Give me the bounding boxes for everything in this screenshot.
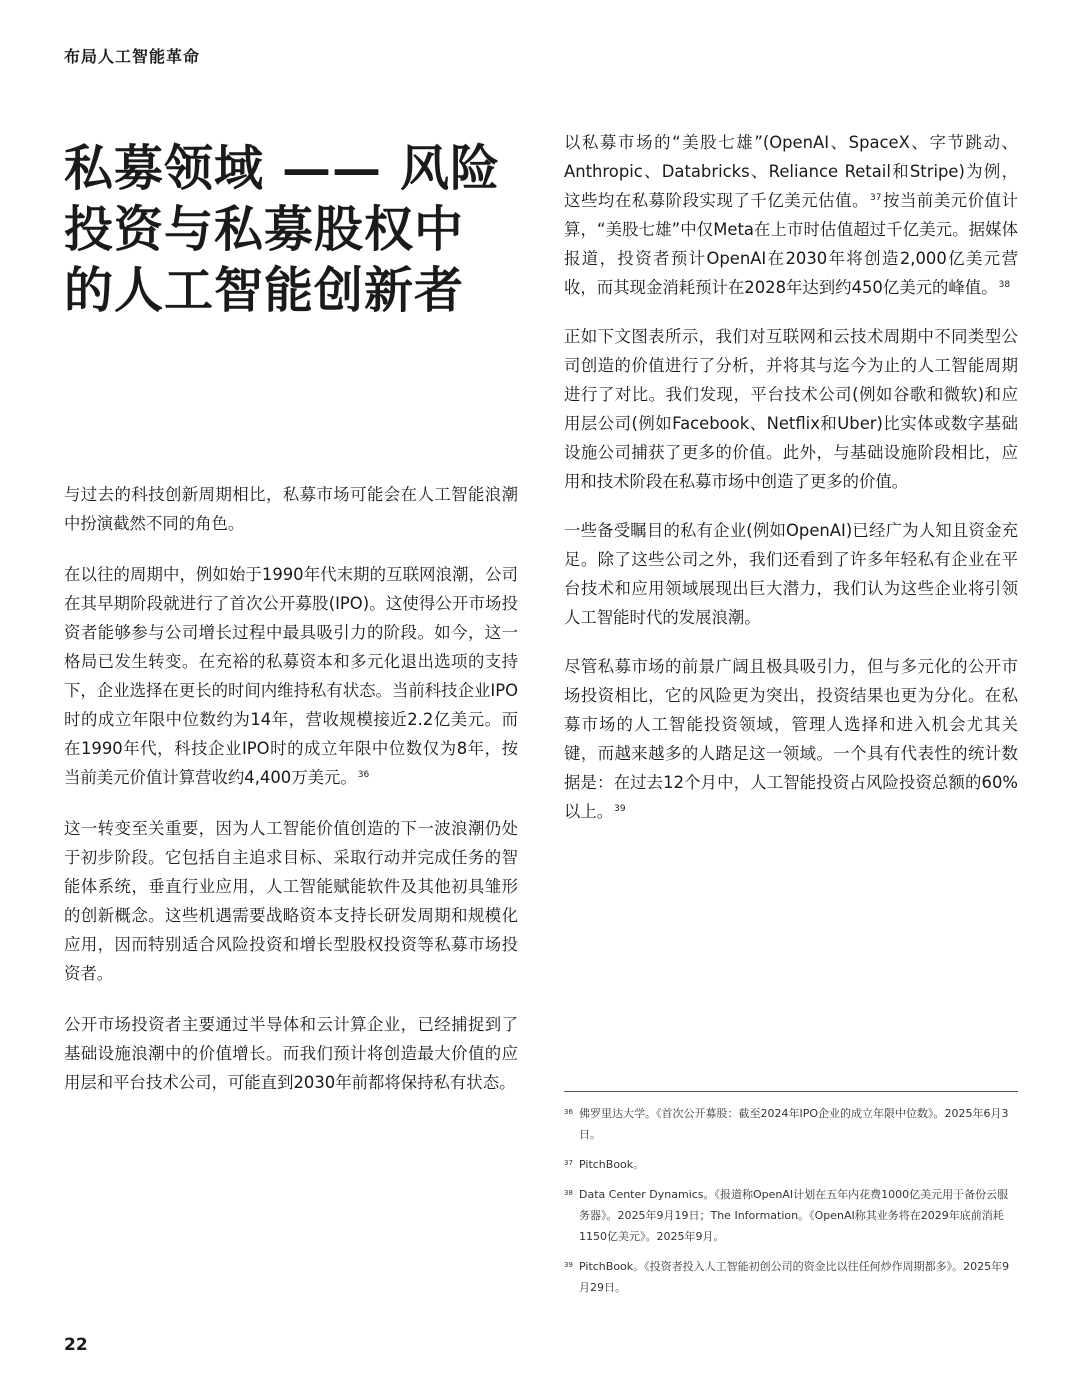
paragraph-text: 尽管私募市场的前景广阔且极具吸引力，但与多元化的公开市场投资相比，它的风险更为突出，投资结果也更为分化。在私募市场的人工智能投资领域，管理人选择和进入机会尤其关键，而越来越多的人踏足这一领域。一个具有代表性的统计数据是：在过去12个月中，人工智能投资占风险投资总额的60%以上。 (564, 657, 1018, 821)
paragraph-text: 按当前美元价值计算，“美股七雄”中仅Meta在上市时估值超过千亿美元。据媒体报道，投资者预计OpenAI在2030年将创造2,000亿美元营收，而其现金消耗预计在2028年达到约450亿美元的峰值。 (564, 191, 1019, 297)
footnote-text: Data Center Dynamics。《报道称OpenAI计划在五年内花费1000亿美元用于备份云服务器》。2025年9月19日；The Information。《OpenAI称其业务将在2029年底前消耗1150亿美元》。2025年9月。 (579, 1188, 1009, 1243)
footnote (564, 1184, 1018, 1247)
paragraph: 正如下文图表所示，我们对互联网和云技术周期中不同类型公司创造的价值进行了分析，并将其与迄今为止的人工智能周期进行了对比。我们发现，平台技术公司(例如谷歌和微软)和应用层公司(例如Facebook、Netflix和Uber)比实体或数字基础设施公司捕获了更多的价值。此外，与基础设施阶段相比，应用和技术阶段在私募市场中创造了更多的价值。 (564, 327, 1018, 491)
right-column (564, 128, 1018, 826)
paragraph-text: 以私募市场的“美股七雄”(OpenAI、SpaceX、字节跳动、Anthropic、Databricks、Reliance Retail和Stripe)为例，这些均在私募阶段实现了千亿美元估值。 (564, 133, 1018, 210)
footnote (564, 1256, 1018, 1298)
page-number: 22 (64, 1335, 88, 1355)
footnote-number: 37 (564, 1159, 573, 1167)
paragraph: 与过去的科技创新周期相比，私募市场可能会在人工智能浪潮中扮演截然不同的角色。 (64, 485, 518, 533)
paragraph (564, 652, 1018, 826)
footnote-number: 38 (564, 1189, 573, 1197)
footnote-number: 39 (564, 1261, 573, 1269)
footnote (564, 1154, 1018, 1175)
footnote-number: 36 (564, 1108, 573, 1116)
footnote (564, 1103, 1018, 1145)
paragraph: 公开市场投资者主要通过半导体和云计算企业，已经捕捉到了基础设施浪潮中的价值增长。而我们预计将创造最大价值的应用层和平台技术公司，可能直到2030年前都将保持私有状态。 (64, 1015, 518, 1092)
title-line: 的人工智能创新者 (64, 261, 465, 319)
page-title (64, 138, 534, 321)
footnote-text: PitchBook。 (579, 1158, 645, 1171)
paragraph: 一些备受瞩目的私有企业(例如OpenAI)已经广为人知且资金充足。除了这些公司之外，我们还看到了许多年轻私有企业在平台技术和应用领域展现出巨大潜力，我们认为这些企业将引领人工智能时代的发展浪潮。 (564, 521, 1018, 627)
footnote-ref[interactable]: 37 (870, 192, 882, 203)
footnote-text: 佛罗里达大学。《首次公开募股：截至2024年IPO企业的成立年限中位数》。2025年6月3日。 (579, 1107, 1009, 1141)
running-header: 布局人工智能革命 (64, 47, 201, 66)
footnote-ref[interactable]: 39 (614, 803, 626, 814)
paragraph-text: 在以往的周期中，例如始于1990年代末期的互联网浪潮，公司在其早期阶段就进行了首次公开募股(IPO)。这使得公开市场投资者能够参与公司增长过程中最具吸引力的阶段。如今，这一格局已发生转变。在充裕的私募资本和多元化退出选项的支持下，企业选择在更长的时间内维持私有状态。当前科技企业IPO时的成立年限中位数约为14年，营收规模接近2.2亿美元。而在1990年代，科技企业IPO时的成立年限中位数仅为8年，按当前美元价值计算营收约4,400万美元。 (64, 565, 518, 787)
footnote-ref[interactable]: 36 (357, 769, 370, 780)
paragraph: 这一转变至关重要，因为人工智能价值创造的下一波浪潮仍处于初步阶段。它包括自主追求目标、采取行动并完成任务的智能体系统，垂直行业应用，人工智能赋能软件及其他初具雏形的创新概念。这些机遇需要战略资本支持长研发周期和规模化应用，因而特别适合风险投资和增长型股权投资等私募市场投资者。 (64, 819, 518, 983)
paragraph (64, 560, 518, 792)
footnote-divider (564, 1091, 1018, 1092)
paragraph (564, 128, 1018, 302)
title-line: 投资与私募股权中 (64, 200, 465, 258)
title-line: 私募领域 —— 风险 (64, 139, 501, 197)
footnote-text: PitchBook。《投资者投入人工智能初创公司的资金比以往任何炒作周期都多》。2025年9月29日。 (579, 1260, 1010, 1294)
left-column (64, 480, 518, 1097)
footnote-ref[interactable]: 38 (998, 279, 1011, 290)
footnotes (564, 1103, 1018, 1298)
